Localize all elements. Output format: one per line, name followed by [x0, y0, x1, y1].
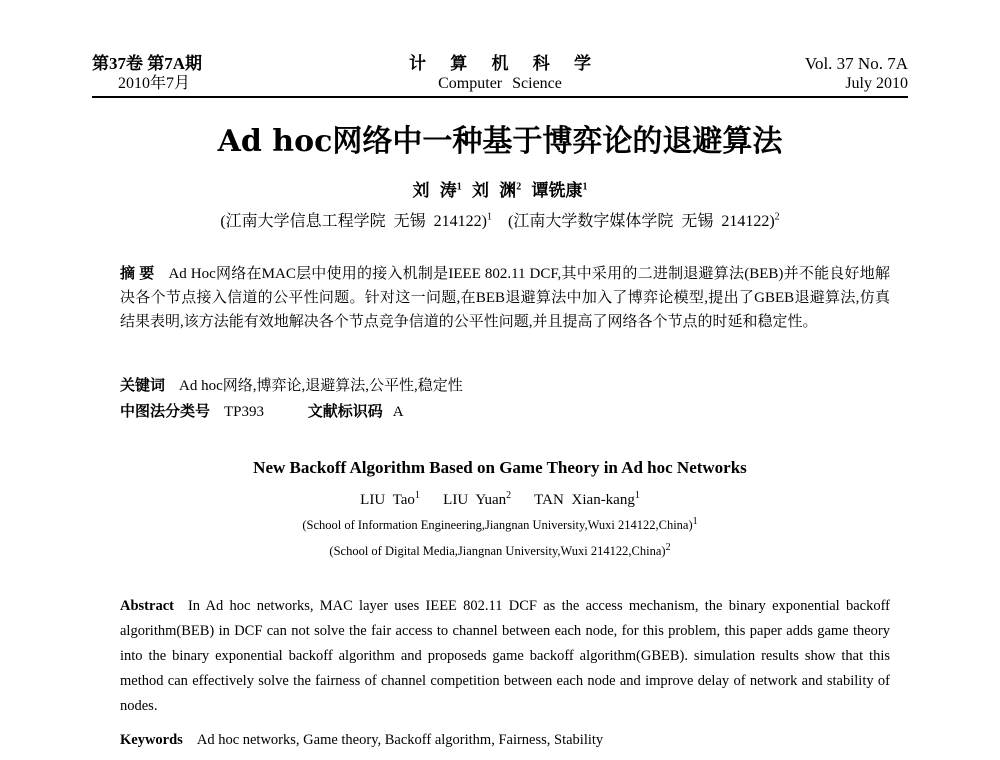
affiliation-sup: 2 [665, 541, 671, 553]
abstract-en [120, 594, 890, 719]
affiliation: (江南大学数字媒体学院 无锡 214122) [508, 213, 775, 230]
author-sup: 1 [634, 490, 640, 501]
affiliation: (江南大学信息工程学院 无锡 214122) [220, 213, 487, 230]
keywords-en [120, 732, 603, 749]
paper-title-en: New Backoff Algorithm Based on Game Theory in Ad hoc Networks [253, 458, 747, 477]
journal-name [380, 54, 620, 94]
author-sup: 1 [582, 181, 588, 193]
author-name: 谭铣康 [531, 181, 583, 200]
abstract-en-text: In Ad hoc networks, MAC layer uses IEEE 802.11 DCF as the access mechanism, the binary exponential backoff algorithm(BEB) in DCF can not solve the fair access to channel between each node, for this problem, this paper adds game theory into the binary exponential backoff algorithm and proposeds game backoff algorithm(GBEB). simulation results show that this method can effectively solve the fairness of channel competition between each node and improve delay of network and stability of nodes. [120, 598, 890, 714]
issue-date-en: July 2010 [845, 75, 908, 92]
author-sup: 1 [414, 490, 420, 501]
author-name-en: LIU Yuan [443, 492, 507, 508]
journal-name-cn: 计 算 机 科 学 [409, 54, 601, 73]
author-sup: 2 [506, 490, 512, 501]
affiliation-en-2 [0, 541, 1000, 559]
keywords-en-label: Keywords [120, 732, 183, 748]
author-name-en: LIU Tao [360, 492, 415, 508]
affiliations-cn [0, 208, 1000, 231]
abstract-cn [120, 262, 890, 334]
journal-name-en: Computer Science [438, 75, 562, 92]
document-code-label: 文献标识码 [307, 404, 383, 420]
authors-en [0, 492, 1000, 509]
abstract-cn-text: Ad Hoc网络在MAC层中使用的接入机制是IEEE 802.11 DCF,其中采用的二进制退避算法(BEB)并不能良好地解决各个节点接入信道的公平性问题。针对这一问题,在BEB退避算法中加入了博弈论模型,提出了GBEB退避算法,仿真结果表明,该方法能有效地解决各个节点竞争信道的公平性问题,并且提高了网络各个节点的时延和稳定性。 [120, 266, 890, 330]
affiliation-en: (School of Digital Media,Jiangnan University,Wuxi 214122,China) [329, 544, 666, 558]
header-rule [92, 96, 908, 98]
paper-title-cn: Ad hoc网络中一种基于博弈论的退避算法 [217, 124, 783, 159]
classification-line [120, 400, 404, 421]
keywords-cn-text: Ad hoc网络,博弈论,退避算法,公平性,稳定性 [179, 378, 463, 394]
affiliation-en: (School of Information Engineering,Jiangnan University,Wuxi 214122,China) [302, 518, 693, 532]
affiliation-sup: 2 [774, 211, 780, 223]
journal-volume-en [805, 54, 908, 94]
author-name: 刘 渊 [472, 181, 517, 200]
classification-value: TP393 [224, 404, 265, 420]
keywords-cn-label: 关键词 [120, 378, 166, 394]
abstract-en-label: Abstract [120, 598, 174, 614]
affiliation-sup: 1 [692, 515, 698, 527]
affiliation-sup: 1 [487, 211, 492, 223]
keywords-cn [120, 374, 463, 395]
affiliation-en-1 [0, 515, 1000, 533]
abstract-cn-label: 摘 要 [120, 266, 155, 282]
author-sup: 1 [456, 181, 462, 193]
classification-label: 中图法分类号 [120, 404, 211, 420]
volume-issue: 第37卷 第7A期 [92, 54, 203, 73]
document-code-value: A [392, 404, 404, 420]
volume-number-en: Vol. 37 No. 7A [804, 54, 908, 73]
author-name: 刘 涛 [412, 181, 457, 200]
author-sup: 2 [516, 181, 522, 193]
authors-cn [0, 176, 1000, 201]
issue-date-cn: 2010年7月 [118, 75, 191, 92]
author-name-en: TAN Xian-kang [534, 492, 635, 508]
journal-issue-info [92, 54, 202, 94]
keywords-en-text: Ad hoc networks, Game theory, Backoff algorithm, Fairness, Stability [196, 732, 604, 748]
